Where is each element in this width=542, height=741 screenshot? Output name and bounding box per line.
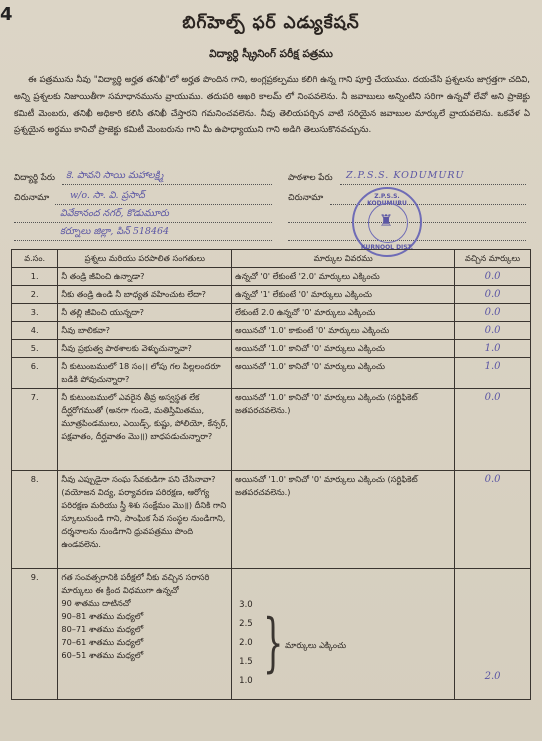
row-rule: ఉన్నచో '1' లేకుంటే '0' మార్కులు ఎక్కించు bbox=[232, 286, 455, 304]
address-line-3 bbox=[14, 240, 272, 241]
row-question: నీ కుటుంబములో ఎవరైన తీవ్ర అస్వస్థత లేక దీర్ఘరోగముతో (అనగా గుండె, మతిస్తిమితము, మూత్రపిండములు, ఎయిడ్స్, కుష్టు, పోలియో, కేన్సర్, పక్షవాతం, దీర్ఘవాతం మొ॥) బాధపడుచున్నారా? bbox=[58, 389, 232, 471]
table-row bbox=[12, 268, 531, 286]
row-no: 6. bbox=[12, 358, 58, 389]
stamp-bottom-text: KURNOOL DIST. bbox=[360, 244, 414, 251]
emblem-icon: ♜ bbox=[379, 211, 394, 230]
school-name-value[interactable]: Z.P.S.S. KODUMURU bbox=[346, 170, 465, 181]
header-question: ప్రశ్నలు మరియు పరపాలిత సంగతులు bbox=[58, 250, 232, 268]
row-question: నీ తల్లి జీవించి యున్నదా? bbox=[58, 304, 232, 322]
row-marks[interactable]: 0.0 bbox=[455, 304, 531, 322]
instructions-paragraph: ఈ పత్రమును నీవు "విద్యార్థి అర్హత తనిఖీ"లో అర్హత పొందిన గాని, అంగ్లప్రకల్పము కలిగి ఉన్న గాని పూర్తి చేయుము. దయచేసి ప్రశ్నలను జాగ్రత్తగా చదివి, అన్ని ప్రశ్నలకు నిజాయితీగా సమాధానమును వ్రాయుము. తదుపరి ఆఖరి కాలమ్ లో నింపవలెను. నీ జవాబులు అన్నింటిని సరిగా ఉన్నవో లేవో అని ప్రాజెక్టు కమిటీ మెంబరు, తనిఖీ అధికారి కలిసి తనిఖీ చేస్తారని గమనించవలెను. నీవు తెలియపర్చిన వాటి సరియైన జవాబుల మార్కులే వ్రాయవలెను. ఒకవేళ ఏ ప్రశ్నయైన అర్థము కానిచో ప్రాజెక్టు కమిటీ మెంబరును గాని మీ ఉపాధ్యాయుని గాని అడిగి తెలుసుకొనవచ్చును. bbox=[14, 75, 530, 136]
row-rule: లేకుంటే 2.0 ఉన్నచో '0' మార్కులు ఎక్కించు bbox=[232, 304, 455, 322]
row-marks[interactable]: 2.0 bbox=[455, 569, 531, 700]
grade-point-scale bbox=[235, 599, 451, 697]
table-row bbox=[12, 340, 531, 358]
row-no: 9. bbox=[12, 569, 58, 700]
address-value-3[interactable]: కర్నూలు జిల్లా, పిన్ 518464 bbox=[60, 226, 170, 237]
row-question: నీవు ప్రభుత్వ పాఠశాలకు వెళ్ళుచున్నావా? bbox=[58, 340, 232, 358]
address-label: చిరునామా bbox=[14, 193, 50, 203]
student-name-line bbox=[62, 184, 272, 185]
grade-band: 90 శాతము దాటినచో bbox=[61, 598, 131, 608]
address-line-1 bbox=[55, 204, 272, 205]
row-no: 2. bbox=[12, 286, 58, 304]
row-no: 8. bbox=[12, 471, 58, 569]
row-rule: అయినచో '1.0' కానిచో '0' మార్కులు ఎక్కించు (సర్టిఫికెట్ జతపరచవలెను.) bbox=[232, 389, 455, 471]
row-no: 1. bbox=[12, 268, 58, 286]
address-line-2 bbox=[14, 222, 272, 223]
brace-icon: } bbox=[263, 606, 284, 680]
stamp-top-text: Z.P.S.S. KODUMURU bbox=[367, 193, 407, 207]
row-rule: మార్కులు ఎక్కించు bbox=[285, 640, 347, 650]
grade-point: 1.0 bbox=[239, 676, 253, 686]
row-question-cell bbox=[58, 569, 232, 700]
row-marks[interactable]: 1.0 bbox=[455, 358, 531, 389]
table-row bbox=[12, 304, 531, 322]
row-marks[interactable]: 0.0 bbox=[455, 286, 531, 304]
row-no: 4. bbox=[12, 322, 58, 340]
form-title: బిగ్‌హెల్ప్ ఫర్ ఎడ్యుకేషన్ bbox=[182, 13, 360, 33]
row-no: 7. bbox=[12, 389, 58, 471]
row-marks[interactable]: 0.0 bbox=[455, 268, 531, 286]
grade-band: 70–61 శాతము మధ్యలో bbox=[61, 637, 144, 647]
header-serial: వ.సం. bbox=[12, 250, 58, 268]
row-question: నీ కుటుంబములో 18 సం।। లోపు గల పిల్లలందరూ బడికి పోవుచున్నారా? bbox=[58, 358, 232, 389]
marks-table bbox=[11, 249, 531, 700]
row-question: నీ తండ్రి జీవించి ఉన్నాడా? bbox=[58, 268, 232, 286]
table-row bbox=[12, 358, 531, 389]
row-no: 5. bbox=[12, 340, 58, 358]
address-value-1[interactable]: w/o. సా. వి. ప్రసాద్ bbox=[70, 190, 145, 201]
school-stamp bbox=[352, 187, 422, 257]
table-row bbox=[12, 471, 531, 569]
header-marks-rule: మార్కుల వివరము bbox=[232, 250, 455, 268]
row-question: గత సంవత్సరానికి పరీక్షలో నీకు వచ్చిన సరాసరి మార్కులు ఈ క్రింద విధముగా ఉన్నచో bbox=[61, 572, 210, 595]
row-question: నీవు ఎప్పుడైనా సంఘ సేవకుడిగా పని చేసినావా? (వయోజన విద్య, పర్యావరణ పరిరక్షణ, ఆరోగ్య పరిరక్షణ మరియు స్త్రీ శిశు సంక్షేమం మొ॥) దీనికి గాని స్కూలునుండి గాని, సాంఘిక సేవ సంస్థల నుండిగాని, దర్శనాలను నుండిగాని ధ్రువపత్రము పొంది ఉండవలెను. bbox=[58, 471, 232, 569]
row-rule: అయినచో '1.0' కానిచో '0' మార్కులు ఎక్కించు (సర్టిఫికెట్ జతపరచవలెను.) bbox=[232, 471, 455, 569]
row-no: 3. bbox=[12, 304, 58, 322]
corner-page-mark: 4 bbox=[0, 4, 13, 25]
table-header-row bbox=[12, 250, 531, 268]
row-rule-cell bbox=[232, 569, 455, 700]
student-name-value[interactable]: కె. పావని సాయి మహాలక్ష్మి bbox=[66, 170, 164, 181]
school-address-label: చిరునామా bbox=[288, 193, 324, 203]
row-marks[interactable]: 0.0 bbox=[455, 471, 531, 569]
grade-point: 2.5 bbox=[239, 619, 253, 629]
school-name-label: పాఠశాల పేరు bbox=[288, 173, 333, 183]
grade-point: 1.5 bbox=[239, 657, 253, 667]
table-row bbox=[12, 389, 531, 471]
row-rule: ఉన్నచో '0' లేకుంటే '2.0' మార్కులు ఎక్కించు bbox=[232, 268, 455, 286]
header-marks-obtained: వచ్చిన మార్కులు bbox=[455, 250, 531, 268]
row-marks[interactable]: 0.0 bbox=[455, 389, 531, 471]
grade-band: 90–81 శాతము మధ్యలో bbox=[61, 611, 144, 621]
address-value-2[interactable]: వివేకానంద నగర్, కొడుమూరు bbox=[60, 208, 169, 219]
student-name-label: విద్యార్థి పేరు bbox=[14, 173, 55, 183]
grade-band: 60–51 శాతము మధ్యలో bbox=[61, 650, 144, 660]
school-name-line bbox=[340, 184, 526, 185]
grade-point: 2.0 bbox=[239, 638, 253, 648]
grade-band: 80–71 శాతము మధ్యలో bbox=[61, 624, 144, 634]
row-marks[interactable]: 0.0 bbox=[455, 322, 531, 340]
row-question: నీవు బాలికవా? bbox=[58, 322, 232, 340]
row-marks[interactable]: 1.0 bbox=[455, 340, 531, 358]
grade-point: 3.0 bbox=[239, 600, 253, 610]
table-row bbox=[12, 286, 531, 304]
form-subtitle: విద్యార్ధి స్క్రీనింగ్ పరీక్ష పత్రము bbox=[209, 48, 333, 60]
row-rule: అయినచో '1.0' కానిచో '0' మార్కులు ఎక్కించు bbox=[232, 340, 455, 358]
row-question: నీకు తండ్రి ఉండి నీ బాధ్యత వహించుట లేదా? bbox=[58, 286, 232, 304]
row-rule: అయినచో '1.0' కాకుంటే '0' మార్కులు ఎక్కించు bbox=[232, 322, 455, 340]
table-row bbox=[12, 322, 531, 340]
row-rule: అయినచో '1.0' కానిచో '0' మార్కులు ఎక్కించు bbox=[232, 358, 455, 389]
table-row bbox=[12, 569, 531, 700]
